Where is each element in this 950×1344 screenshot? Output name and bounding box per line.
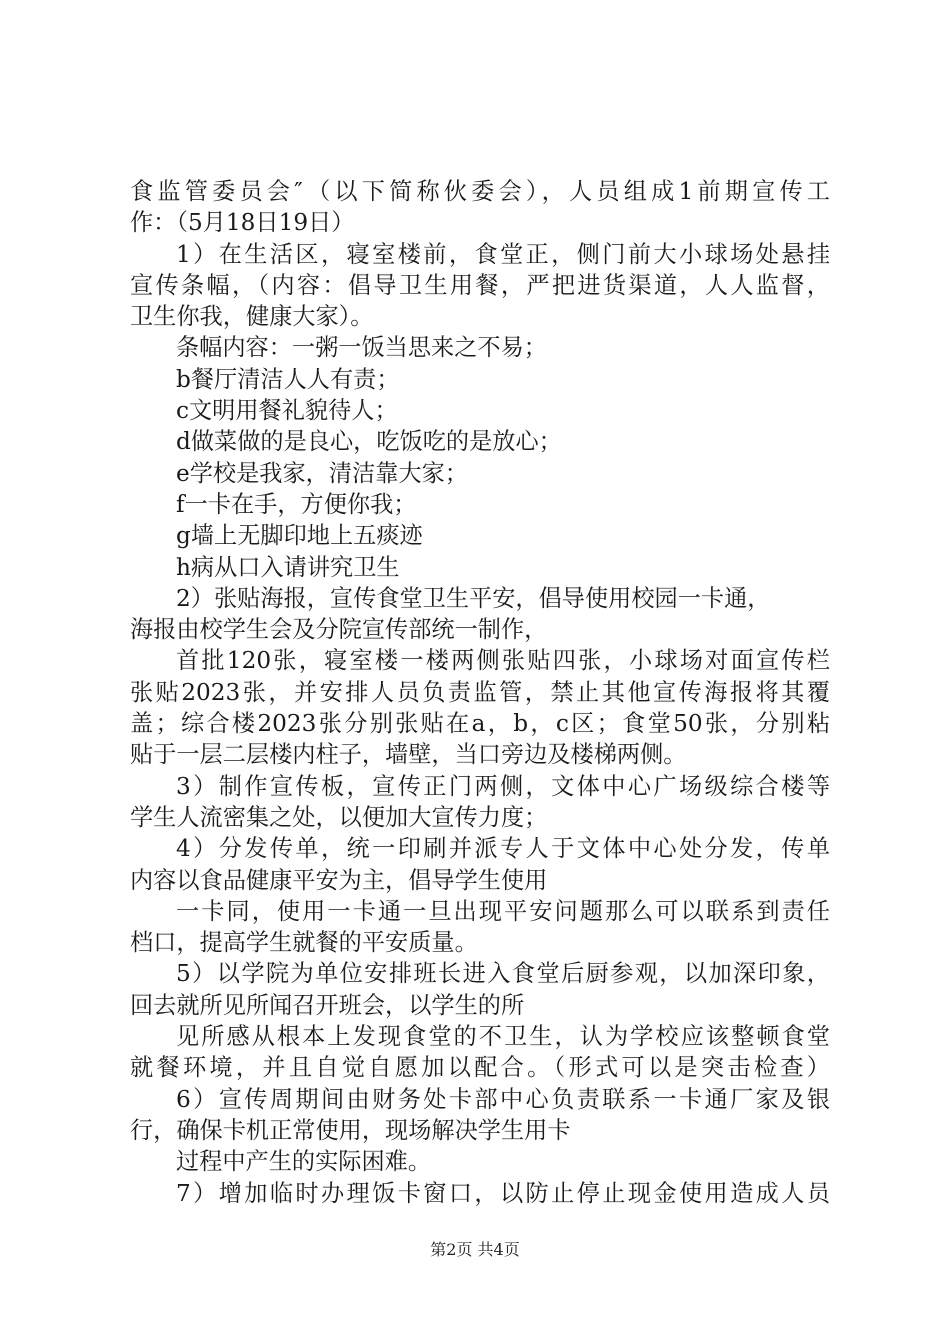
text-line: 就餐环境，并且自觉自愿加以配合。（形式可以是突击检查） <box>130 1054 830 1082</box>
text-line: 7）增加临时办理饭卡窗口，以防止停止现金使用造成人员 <box>176 1179 830 1207</box>
text-line: 5）以学院为单位安排班长进入食堂后厨参观，以加深印象， <box>176 960 830 988</box>
text-line: 盖；综合楼2023张分别张贴在a，b，c区；食堂50张，分别粘 <box>130 710 830 738</box>
text-line: 行，确保卡机正常使用，现场解决学生用卡 <box>130 1116 571 1144</box>
text-line: 4）分发传单，统一印刷并派专人于文体中心处分发，传单 <box>176 835 830 863</box>
text-line: 回去就所见所闻召开班会，以学生的所 <box>130 991 525 1019</box>
text-line: 学生人流密集之处，以便加大宣传力度； <box>130 803 548 831</box>
text-line: 贴于一层二层楼内柱子，墙壁，当口旁边及楼梯两侧。 <box>130 741 687 769</box>
text-line: 2）张贴海报，宣传食堂卫生平安，倡导使用校园一卡通， <box>176 584 771 612</box>
text-line: e学校是我家，清洁靠大家； <box>176 459 468 487</box>
document-body <box>130 176 830 1209</box>
text-line: d做菜做的是良心，吃饭吃的是放心； <box>176 428 562 456</box>
text-line: b餐厅清洁人人有责； <box>176 365 400 393</box>
text-line: 卫生你我，健康大家）。 <box>130 303 374 331</box>
text-line: 张贴2023张，并安排人员负责监管，禁止其他宣传海报将其覆 <box>130 678 830 706</box>
text-line: c文明用餐礼貌待人； <box>176 397 398 425</box>
text-line: 档口，提高学生就餐的平安质量。 <box>130 929 478 957</box>
page-footer: 第2页 共4页 <box>430 1240 520 1259</box>
text-line: 首批120张，寝室楼一楼两侧张贴四张，小球场对面宣传栏 <box>176 647 830 675</box>
text-line: f一卡在手，方便你我； <box>176 490 417 518</box>
text-line: 1）在生活区，寝室楼前，食堂正，侧门前大小球场处悬挂 <box>176 240 830 268</box>
text-line: 内容以食品健康平安为主，倡导学生使用 <box>130 866 548 894</box>
text-line: 海报由校学生会及分院宣传部统一制作， <box>130 616 548 644</box>
text-line: g墙上无脚印地上五痰迹 <box>176 522 423 550</box>
text-line: 6）宣传周期间由财务处卡部中心负责联系一卡通厂家及银 <box>176 1085 830 1113</box>
text-line: 3）制作宣传板，宣传正门两侧，文体中心广场级综合楼等 <box>176 772 830 800</box>
text-line: 见所感从根本上发现食堂的不卫生，认为学校应该整顿食堂 <box>176 1023 830 1051</box>
text-line: 过程中产生的实际困难。 <box>176 1148 432 1176</box>
text-line: 宣传条幅，（内容：倡导卫生用餐，严把进货渠道，人人监督， <box>130 271 830 299</box>
text-line: 一卡同，使用一卡通一旦出现平安问题那么可以联系到责任 <box>176 897 830 925</box>
text-line: h病从口入请讲究卫生 <box>176 553 400 581</box>
text-line: 作：（5月18日19日） <box>130 209 355 237</box>
text-line: 条幅内容：一粥一饭当思来之不易； <box>176 334 547 362</box>
text-line: 食监管委员会″（以下简称伙委会），人员组成1前期宣传工 <box>130 178 830 205</box>
